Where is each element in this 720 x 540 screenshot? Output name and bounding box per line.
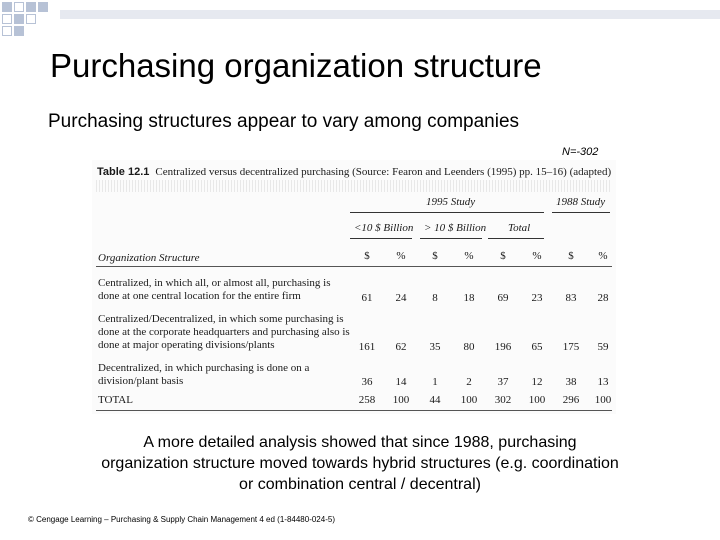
table-cell: 14 <box>395 376 407 388</box>
table-cell: 36 <box>361 376 373 388</box>
subheader-over-10-billion: > 10 $ Billion <box>424 222 487 234</box>
table-cell: 302 <box>494 394 512 406</box>
sample-size-note: N=-302 <box>562 146 599 158</box>
decor-square <box>14 2 24 12</box>
scanned-table <box>92 160 616 414</box>
table-cell: 161 <box>358 341 376 353</box>
table-cell: 28 <box>597 292 609 304</box>
table-cell: 62 <box>395 341 407 353</box>
table-cell: 65 <box>531 341 543 353</box>
unit-header: $ <box>500 250 506 262</box>
table-cell: 258 <box>358 394 376 406</box>
unit-header: % <box>532 250 542 262</box>
table-bottom-rule <box>96 410 612 411</box>
row-label: Centralized, in which all, or almost all, purchasing is done at one central location for the entire firm <box>98 277 331 302</box>
decorative-top-bar <box>60 10 720 19</box>
row-header: Organization Structure <box>98 252 200 264</box>
subheader-total: Total <box>508 222 531 234</box>
table-cell: 69 <box>497 292 509 304</box>
table-cell: 44 <box>429 394 441 406</box>
group-1995-header: 1995 Study <box>426 196 476 208</box>
decor-square <box>2 26 12 36</box>
subheader-rule <box>488 238 544 239</box>
row-label: Centralized/Decentralized, in which some purchasing is done at the corporate headquarters and purchasing also is done at major operating divisions/plants <box>98 313 350 351</box>
table-cell: 175 <box>562 341 580 353</box>
group-1995-rule <box>350 212 544 213</box>
table-cell: 37 <box>497 376 509 388</box>
unit-header: $ <box>364 250 370 262</box>
group-1988-header: 1988 Study <box>556 196 606 208</box>
table-cell: 196 <box>494 341 512 353</box>
table-cell: 61 <box>361 292 373 304</box>
decor-square <box>2 2 12 12</box>
header-rule <box>96 266 612 267</box>
subheader-rule <box>420 238 482 239</box>
unit-header: $ <box>432 250 438 262</box>
scan-texture <box>96 180 612 192</box>
table-cell: 59 <box>597 341 609 353</box>
subheader-under-10-billion: <10 $ Billion <box>354 222 414 234</box>
decor-square <box>38 2 48 12</box>
slide-title: Purchasing organization structure <box>50 47 542 84</box>
table-cell: 80 <box>463 341 475 353</box>
decor-square <box>26 14 36 24</box>
decor-square <box>26 2 36 12</box>
table-cell: 100 <box>392 394 410 406</box>
unit-header: % <box>464 250 474 262</box>
table-cell: 13 <box>597 376 609 388</box>
decorative-squares <box>0 0 60 44</box>
table-cell: 296 <box>562 394 580 406</box>
table-cell: 100 <box>594 394 612 406</box>
table-cell: 12 <box>531 376 543 388</box>
table-cell: 2 <box>466 376 472 388</box>
unit-header: % <box>598 250 608 262</box>
row-label: Decentralized, in which purchasing is done on a division/plant basis <box>98 362 310 387</box>
table-cell: 83 <box>565 292 577 304</box>
row-label-total: TOTAL <box>98 394 133 406</box>
table-caption-line <box>97 166 612 178</box>
table-cell: 35 <box>429 341 441 353</box>
slide-subtitle: Purchasing structures appear to vary among companies <box>48 111 520 132</box>
table-cell: 24 <box>395 292 407 304</box>
unit-header: $ <box>568 250 574 262</box>
group-1988-rule <box>552 212 610 213</box>
decor-square <box>14 26 24 36</box>
table-cell: 8 <box>432 292 438 304</box>
table-cell: 100 <box>528 394 546 406</box>
subheader-rule <box>350 238 412 239</box>
table-cell: 100 <box>460 394 478 406</box>
table-label: Table 12.1 <box>97 166 150 178</box>
table-caption: Centralized versus decentralized purchasing (Source: Fearon and Leenders (1995) pp. 15–16) (adapted) <box>155 166 612 178</box>
unit-header: % <box>396 250 406 262</box>
table-cell: 23 <box>531 292 543 304</box>
table-cell: 18 <box>463 292 475 304</box>
conclusion-text: A more detailed analysis showed that since 1988, purchasing organization structure moved towards hybrid structures (e.g. coordination or combination central / decentral) <box>101 434 619 493</box>
table-cell: 38 <box>565 376 577 388</box>
decor-square <box>14 14 24 24</box>
decor-square <box>2 14 12 24</box>
copyright-footer: © Cengage Learning – Purchasing & Supply Chain Management 4 ed (1-84480-024-5) <box>28 515 335 524</box>
table-cell: 1 <box>432 376 438 388</box>
